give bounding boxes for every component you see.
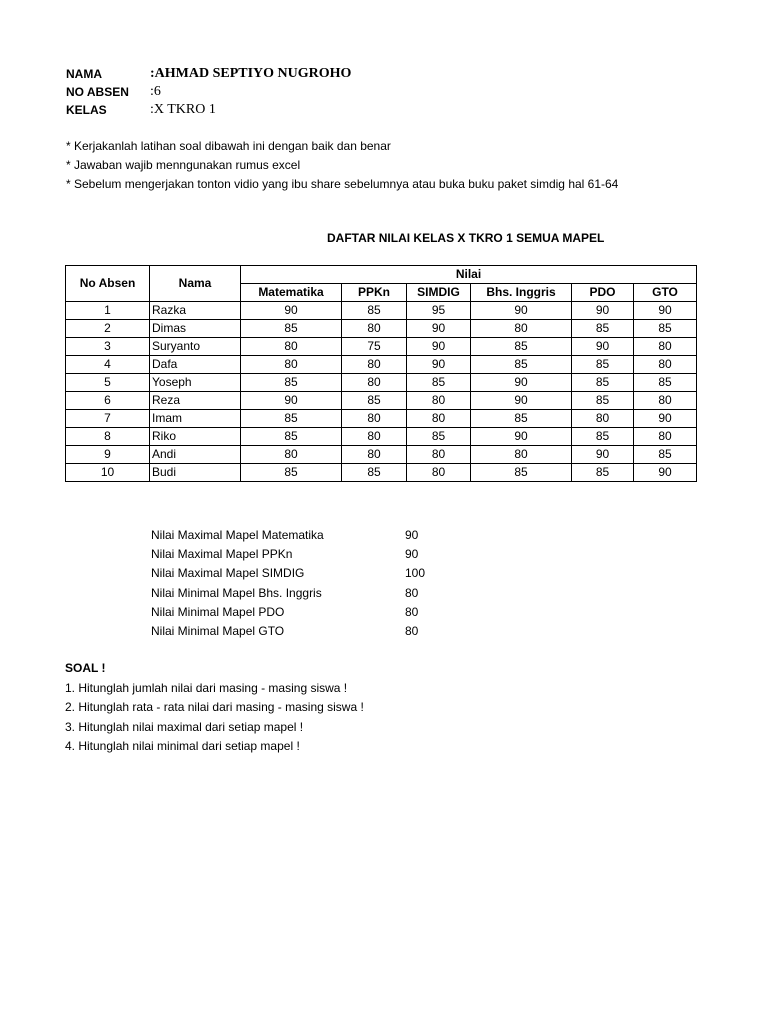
instruction-line: * Jawaban wajib menngunakan rumus excel xyxy=(66,158,301,172)
cell-no-absen: 10 xyxy=(66,464,150,482)
cell-score: 85 xyxy=(572,392,634,410)
header-subject: Bhs. Inggris xyxy=(471,284,572,302)
soal-item: 3. Hitunglah nilai maximal dari setiap mapel ! xyxy=(65,719,304,734)
table-row xyxy=(66,374,697,392)
header-subject: Matematika xyxy=(241,284,342,302)
cell-score: 80 xyxy=(471,320,572,338)
cell-score: 95 xyxy=(407,302,471,320)
instruction-line: * Kerjakanlah latihan soal dibawah ini dengan baik dan benar xyxy=(66,139,391,153)
cell-no-absen: 3 xyxy=(66,338,150,356)
cell-score: 90 xyxy=(634,464,697,482)
cell-score: 85 xyxy=(572,320,634,338)
summary-row xyxy=(151,622,419,641)
cell-nama: Dimas xyxy=(150,320,241,338)
table-row xyxy=(66,302,697,320)
summary-block xyxy=(151,526,426,641)
header-nilai: Nilai xyxy=(241,266,697,284)
cell-score: 80 xyxy=(471,446,572,464)
cell-score: 85 xyxy=(471,356,572,374)
summary-label: Nilai Maximal Mapel PPKn xyxy=(151,547,293,562)
soal-heading: SOAL ! xyxy=(65,661,106,675)
cell-score: 85 xyxy=(471,410,572,428)
cell-score: 85 xyxy=(407,374,471,392)
cell-score: 85 xyxy=(634,446,697,464)
soal-block xyxy=(65,659,364,757)
cell-score: 80 xyxy=(407,410,471,428)
cell-score: 85 xyxy=(241,374,342,392)
nama-label: NAMA xyxy=(66,67,102,81)
cell-no-absen: 1 xyxy=(66,302,150,320)
cell-score: 80 xyxy=(634,392,697,410)
table-row xyxy=(66,320,697,338)
cell-nama: Budi xyxy=(150,464,241,482)
instruction-line: * Sebelum mengerjakan tonton vidio yang ibu share sebelumnya atau buka buku paket simdig hal 61-64 xyxy=(66,177,619,191)
soal-item: 2. Hitunglah rata - rata nilai dari masing - masing siswa ! xyxy=(65,700,364,714)
table-row xyxy=(66,356,697,374)
cell-no-absen: 5 xyxy=(66,374,150,392)
cell-score: 90 xyxy=(572,302,634,320)
table-row xyxy=(66,428,697,446)
cell-score: 85 xyxy=(342,464,407,482)
cell-score: 80 xyxy=(634,356,697,374)
summary-row xyxy=(151,545,419,564)
cell-no-absen: 2 xyxy=(66,320,150,338)
cell-score: 85 xyxy=(572,374,634,392)
summary-value: 80 xyxy=(405,585,419,600)
summary-value: 80 xyxy=(405,604,419,619)
grades-table xyxy=(65,265,697,482)
summary-label: Nilai Minimal Mapel Bhs. Inggris xyxy=(151,585,322,600)
summary-row xyxy=(151,584,419,603)
cell-no-absen: 6 xyxy=(66,392,150,410)
cell-score: 80 xyxy=(572,410,634,428)
cell-score: 80 xyxy=(634,428,697,446)
cell-nama: Dafa xyxy=(150,356,241,374)
header-subject: GTO xyxy=(634,284,697,302)
cell-score: 80 xyxy=(342,410,407,428)
cell-score: 90 xyxy=(572,338,634,356)
cell-score: 90 xyxy=(407,356,471,374)
cell-score: 90 xyxy=(407,338,471,356)
summary-value: 80 xyxy=(405,623,419,638)
cell-score: 80 xyxy=(342,356,407,374)
kelas-label: KELAS xyxy=(66,103,107,117)
table-row xyxy=(66,410,697,428)
cell-score: 80 xyxy=(241,356,342,374)
cell-score: 90 xyxy=(471,392,572,410)
cell-score: 80 xyxy=(342,374,407,392)
cell-score: 85 xyxy=(407,428,471,446)
cell-score: 85 xyxy=(572,464,634,482)
cell-score: 80 xyxy=(342,428,407,446)
summary-value: 100 xyxy=(405,566,426,581)
summary-label: Nilai Minimal Mapel GTO xyxy=(151,623,285,638)
cell-no-absen: 8 xyxy=(66,428,150,446)
cell-score: 90 xyxy=(241,392,342,410)
cell-score: 85 xyxy=(241,428,342,446)
soal-item: 4. Hitunglah nilai minimal dari setiap mapel ! xyxy=(65,739,300,753)
cell-nama: Yoseph xyxy=(150,374,241,392)
cell-score: 90 xyxy=(634,302,697,320)
cell-score: 85 xyxy=(342,392,407,410)
table-row xyxy=(66,392,697,410)
cell-score: 90 xyxy=(471,428,572,446)
summary-label: Nilai Minimal Mapel PDO xyxy=(151,604,285,619)
cell-score: 80 xyxy=(241,338,342,356)
cell-nama: Suryanto xyxy=(150,338,241,356)
cell-score: 85 xyxy=(634,320,697,338)
cell-no-absen: 4 xyxy=(66,356,150,374)
summary-row xyxy=(151,526,419,545)
summary-value: 90 xyxy=(405,547,419,562)
header-no-absen: No Absen xyxy=(66,266,150,302)
cell-score: 80 xyxy=(407,464,471,482)
cell-nama: Reza xyxy=(150,392,241,410)
cell-score: 85 xyxy=(342,302,407,320)
cell-score: 85 xyxy=(241,320,342,338)
nama-value: :AHMAD SEPTIYO NUGROHO xyxy=(150,66,352,81)
header-subject: PPKn xyxy=(342,284,407,302)
table-row xyxy=(66,338,697,356)
summary-row xyxy=(151,564,426,583)
cell-nama: Razka xyxy=(150,302,241,320)
header-subject: SIMDIG xyxy=(407,284,471,302)
cell-no-absen: 9 xyxy=(66,446,150,464)
cell-score: 85 xyxy=(572,428,634,446)
soal-item: 1. Hitunglah jumlah nilai dari masing - masing siswa ! xyxy=(65,680,348,695)
no-absen-label: NO ABSEN xyxy=(66,85,129,99)
table-row xyxy=(66,446,697,464)
cell-score: 90 xyxy=(634,410,697,428)
summary-value: 90 xyxy=(405,528,419,542)
cell-score: 80 xyxy=(407,392,471,410)
table-title: DAFTAR NILAI KELAS X TKRO 1 SEMUA MAPEL xyxy=(327,231,605,245)
kelas-value: :X TKRO 1 xyxy=(150,102,216,117)
header-nama: Nama xyxy=(150,266,241,302)
summary-label: Nilai Maximal Mapel Matematika xyxy=(151,528,324,542)
cell-score: 85 xyxy=(471,338,572,356)
cell-score: 80 xyxy=(634,338,697,356)
summary-label: Nilai Maximal Mapel SIMDIG xyxy=(151,566,305,581)
cell-score: 90 xyxy=(407,320,471,338)
cell-score: 80 xyxy=(342,320,407,338)
cell-score: 90 xyxy=(471,302,572,320)
cell-score: 75 xyxy=(342,338,407,356)
cell-score: 90 xyxy=(241,302,342,320)
cell-score: 85 xyxy=(241,464,342,482)
summary-row xyxy=(151,603,419,622)
grades-body xyxy=(66,302,697,482)
cell-score: 80 xyxy=(342,446,407,464)
no-absen-value: :6 xyxy=(150,84,161,99)
cell-nama: Riko xyxy=(150,428,241,446)
cell-score: 90 xyxy=(572,446,634,464)
cell-score: 85 xyxy=(634,374,697,392)
cell-no-absen: 7 xyxy=(66,410,150,428)
cell-score: 85 xyxy=(572,356,634,374)
cell-score: 80 xyxy=(241,446,342,464)
cell-score: 85 xyxy=(241,410,342,428)
cell-nama: Andi xyxy=(150,446,241,464)
header-subject: PDO xyxy=(572,284,634,302)
cell-score: 85 xyxy=(471,464,572,482)
cell-score: 80 xyxy=(407,446,471,464)
table-row xyxy=(66,464,697,482)
cell-nama: Imam xyxy=(150,410,241,428)
cell-score: 90 xyxy=(471,374,572,392)
